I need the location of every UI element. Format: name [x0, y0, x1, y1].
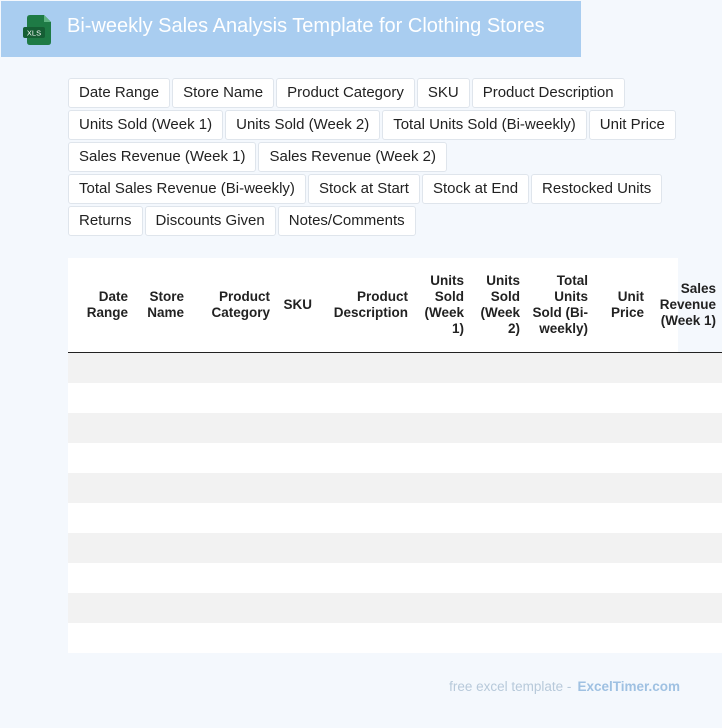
table-cell[interactable]	[190, 623, 276, 653]
table-cell[interactable]	[318, 413, 414, 443]
table-cell[interactable]	[134, 413, 190, 443]
table-cell[interactable]	[650, 623, 722, 653]
table-cell[interactable]	[470, 443, 526, 473]
table-cell[interactable]	[650, 563, 722, 593]
table-cell[interactable]	[594, 623, 650, 653]
table-cell[interactable]	[134, 473, 190, 503]
table-cell[interactable]	[650, 533, 722, 563]
table-cell[interactable]	[318, 383, 414, 413]
table-cell[interactable]	[276, 383, 318, 413]
table-cell[interactable]	[190, 503, 276, 533]
table-cell[interactable]	[318, 443, 414, 473]
column-header: Store Name	[134, 258, 190, 353]
table-cell[interactable]	[134, 443, 190, 473]
table-header	[68, 258, 722, 353]
table-cell[interactable]	[68, 443, 134, 473]
table-cell[interactable]	[190, 533, 276, 563]
table-cell[interactable]	[414, 353, 470, 383]
column-header: Product Category	[190, 258, 276, 353]
field-tag: Restocked Units	[531, 174, 662, 204]
column-header: Units Sold (Week 2)	[470, 258, 526, 353]
table-cell[interactable]	[190, 413, 276, 443]
table-cell[interactable]	[650, 443, 722, 473]
column-header: SKU	[276, 258, 318, 353]
table-cell[interactable]	[414, 533, 470, 563]
field-tag: Stock at Start	[308, 174, 420, 204]
data-table-container	[68, 258, 716, 653]
table-row	[68, 503, 722, 533]
table-cell[interactable]	[526, 593, 594, 623]
field-tag: Product Description	[472, 78, 625, 108]
table-cell[interactable]	[470, 413, 526, 443]
table-cell[interactable]	[68, 533, 134, 563]
table-cell[interactable]	[276, 563, 318, 593]
table-cell[interactable]	[470, 473, 526, 503]
table-cell[interactable]	[650, 473, 722, 503]
table-cell[interactable]	[68, 413, 134, 443]
table-cell[interactable]	[470, 563, 526, 593]
table-row	[68, 443, 722, 473]
table-cell[interactable]	[470, 533, 526, 563]
table-cell[interactable]	[68, 383, 134, 413]
table-cell[interactable]	[594, 503, 650, 533]
table-cell[interactable]	[526, 503, 594, 533]
table-cell[interactable]	[134, 353, 190, 383]
field-tag: Sales Revenue (Week 2)	[258, 142, 446, 172]
table-row	[68, 533, 722, 563]
table-cell[interactable]	[276, 473, 318, 503]
table-cell[interactable]	[318, 353, 414, 383]
table-cell[interactable]	[414, 473, 470, 503]
table-cell[interactable]	[190, 593, 276, 623]
table-cell[interactable]	[594, 383, 650, 413]
table-cell[interactable]	[526, 353, 594, 383]
table-cell[interactable]	[276, 623, 318, 653]
table-cell[interactable]	[414, 503, 470, 533]
table-cell[interactable]	[414, 413, 470, 443]
table-cell[interactable]	[190, 443, 276, 473]
table-row	[68, 353, 722, 383]
footer-prefix: free excel template -	[449, 679, 572, 694]
table-cell[interactable]	[526, 563, 594, 593]
table-cell[interactable]	[594, 563, 650, 593]
table-cell[interactable]	[414, 593, 470, 623]
table-cell[interactable]	[650, 383, 722, 413]
page-title: Bi-weekly Sales Analysis Template for Clothing Stores	[67, 15, 545, 37]
table-cell[interactable]	[134, 593, 190, 623]
column-header: Date Range	[68, 258, 134, 353]
table-cell[interactable]	[318, 563, 414, 593]
table-cell[interactable]	[594, 473, 650, 503]
column-header: Sales Revenue (Week 1)	[650, 258, 722, 353]
table-cell[interactable]	[650, 413, 722, 443]
column-header: Unit Price	[594, 258, 650, 353]
footer-brand-link[interactable]: ExcelTimer.com	[577, 679, 680, 694]
table-cell[interactable]	[526, 623, 594, 653]
field-tag: Total Sales Revenue (Bi-weekly)	[68, 174, 306, 204]
field-tag: SKU	[417, 78, 470, 108]
table-cell[interactable]	[650, 503, 722, 533]
table-cell[interactable]	[68, 593, 134, 623]
table-cell[interactable]	[318, 533, 414, 563]
table-cell[interactable]	[526, 443, 594, 473]
table-cell[interactable]	[276, 413, 318, 443]
table-cell[interactable]	[68, 473, 134, 503]
footer-credit	[449, 679, 680, 694]
table-row	[68, 383, 722, 413]
column-header: Total Units Sold (Bi-weekly)	[526, 258, 594, 353]
table-row	[68, 593, 722, 623]
table-cell[interactable]	[318, 473, 414, 503]
field-tag: Returns	[68, 206, 143, 236]
table-cell[interactable]	[134, 623, 190, 653]
table-cell[interactable]	[68, 503, 134, 533]
table-cell[interactable]	[68, 353, 134, 383]
table-cell[interactable]	[68, 623, 134, 653]
table-cell[interactable]	[470, 353, 526, 383]
table-cell[interactable]	[470, 503, 526, 533]
table-header-row	[68, 258, 722, 353]
field-tag: Notes/Comments	[278, 206, 416, 236]
table-cell[interactable]	[414, 623, 470, 653]
field-tag: Product Category	[276, 78, 415, 108]
table-cell[interactable]	[650, 353, 722, 383]
table-cell[interactable]	[526, 473, 594, 503]
table-cell[interactable]	[190, 563, 276, 593]
field-tag: Discounts Given	[145, 206, 276, 236]
table-cell[interactable]	[470, 593, 526, 623]
field-tag: Stock at End	[422, 174, 529, 204]
table-cell[interactable]	[526, 413, 594, 443]
table-cell[interactable]	[594, 443, 650, 473]
table-cell[interactable]	[594, 593, 650, 623]
table-cell[interactable]	[414, 443, 470, 473]
xls-icon-label: XLS	[26, 28, 42, 38]
table-cell[interactable]	[276, 533, 318, 563]
table-cell[interactable]	[414, 563, 470, 593]
table-cell[interactable]	[650, 593, 722, 623]
table-cell[interactable]	[276, 443, 318, 473]
table-cell[interactable]	[526, 383, 594, 413]
table-cell[interactable]	[470, 383, 526, 413]
table-cell[interactable]	[318, 623, 414, 653]
field-tag: Units Sold (Week 1)	[68, 110, 223, 140]
field-tag: Unit Price	[589, 110, 676, 140]
table-cell[interactable]	[414, 383, 470, 413]
table-row	[68, 623, 722, 653]
field-tag: Total Units Sold (Bi-weekly)	[382, 110, 587, 140]
table-row	[68, 413, 722, 443]
table-row	[68, 563, 722, 593]
field-tag: Units Sold (Week 2)	[225, 110, 380, 140]
xls-file-icon	[23, 15, 51, 45]
table-cell[interactable]	[134, 503, 190, 533]
table-cell[interactable]	[276, 503, 318, 533]
field-tag-list	[68, 78, 680, 238]
table-cell[interactable]	[190, 353, 276, 383]
table-cell[interactable]	[68, 563, 134, 593]
table-cell[interactable]	[318, 503, 414, 533]
table-cell[interactable]	[594, 533, 650, 563]
field-tag: Sales Revenue (Week 1)	[68, 142, 256, 172]
table-cell[interactable]	[190, 383, 276, 413]
table-body	[68, 353, 722, 653]
field-tag: Date Range	[68, 78, 170, 108]
table-cell[interactable]	[134, 383, 190, 413]
column-header: Units Sold (Week 1)	[414, 258, 470, 353]
column-header: Product Description	[318, 258, 414, 353]
table-cell[interactable]	[318, 593, 414, 623]
data-table	[68, 258, 722, 653]
table-cell[interactable]	[594, 413, 650, 443]
table-cell[interactable]	[134, 533, 190, 563]
field-tag: Store Name	[172, 78, 274, 108]
table-cell[interactable]	[470, 623, 526, 653]
table-cell[interactable]	[594, 353, 650, 383]
table-row	[68, 473, 722, 503]
table-cell[interactable]	[190, 473, 276, 503]
table-cell[interactable]	[134, 563, 190, 593]
table-cell[interactable]	[526, 533, 594, 563]
table-cell[interactable]	[276, 593, 318, 623]
header-banner	[1, 1, 581, 57]
table-cell[interactable]	[276, 353, 318, 383]
